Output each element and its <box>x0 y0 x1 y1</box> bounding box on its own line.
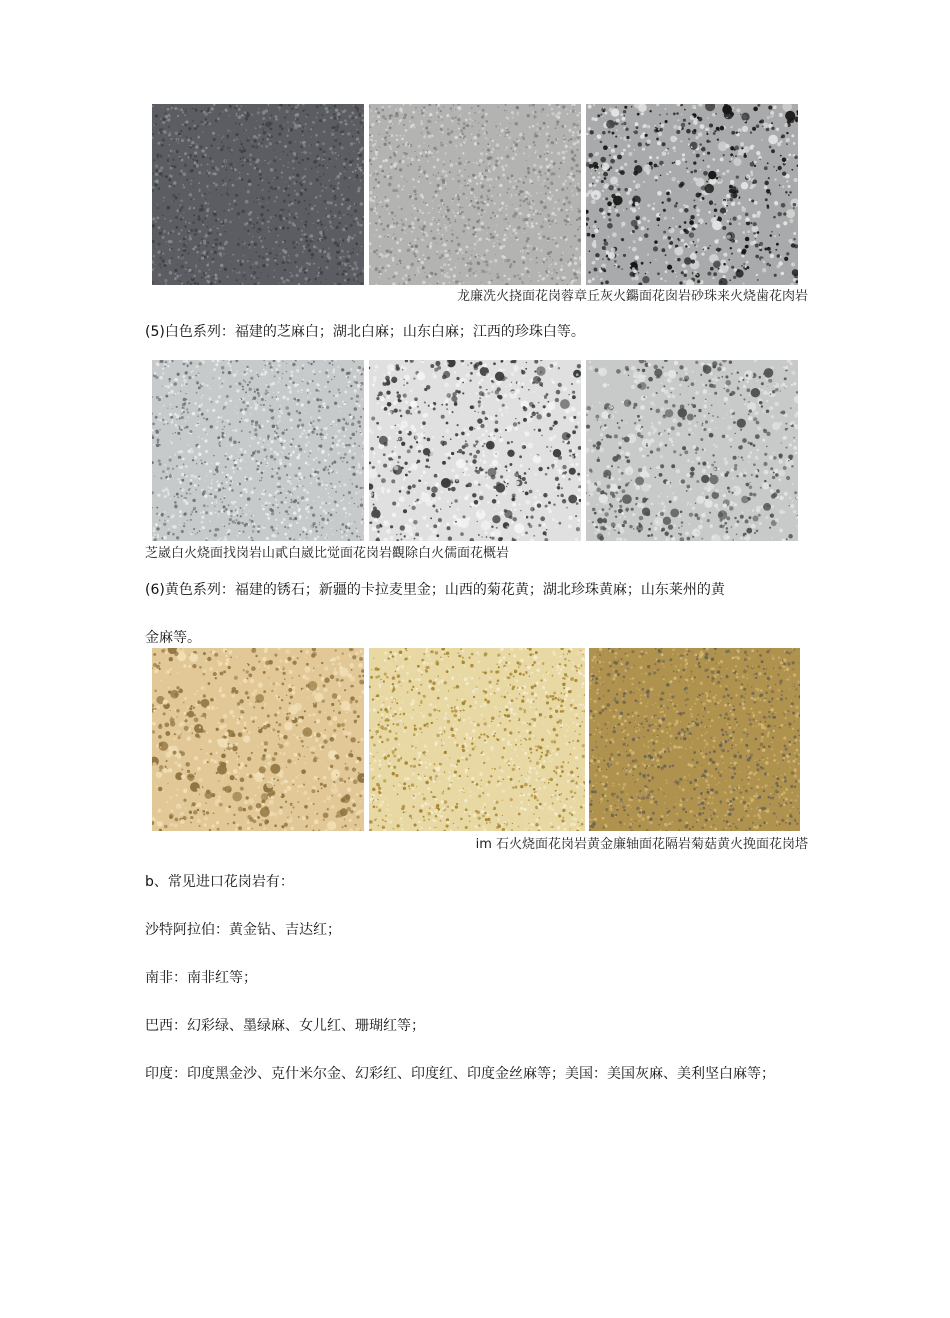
granite-swatch-image <box>369 360 581 541</box>
imports-line: 沙特阿拉伯：黄金钻、吉达红； <box>145 922 341 938</box>
imports-intro: b、常见进口花岗岩有： <box>145 874 294 890</box>
granite-swatch-image <box>586 104 798 285</box>
granite-swatch-image <box>369 648 585 831</box>
chrysanthemum-yellow-granite-texture <box>589 648 800 831</box>
section-heading: (6)黄色系列：福建的锈石；新疆的卡拉麦里金；山西的菊花黄；湖北珍珠黄麻；山东莱州的黄 <box>145 582 725 598</box>
imports-line: 南非：南非红等； <box>145 970 257 986</box>
imports-line: 巴西：幻彩绿、墨绿麻、女儿红、珊瑚红等； <box>145 1018 425 1034</box>
section-heading: (5)白色系列：福建的芝麻白；湖北白麻；山东白麻；江西的珍珠白等。 <box>145 324 585 340</box>
section-heading-continued: 金麻等。 <box>145 630 201 646</box>
golden-sesame-granite-texture <box>369 648 585 831</box>
dark-grey-granite-texture <box>152 104 364 285</box>
pearl-white-granite-texture <box>586 360 798 541</box>
imports-line: 印度：印度黑金沙、克什米尔金、幻彩红、印度红、印度金丝麻等；美国：美国灰麻、美利坚白麻等； <box>145 1066 775 1082</box>
sesame-white-granite-texture <box>152 360 364 541</box>
image-caption: 芝崴白火烧面找岗岩山貳白崴比觉面花岗岩觀除白火儒面花概岩 <box>145 546 510 561</box>
granite-swatch-image <box>152 360 364 541</box>
image-caption: im 石火烧面花岗岩黄金廉轴面花隔岩菊菇黄火挽面花岗塔 <box>475 837 808 852</box>
black-white-granite-texture <box>586 104 798 285</box>
hubei-white-granite-texture <box>369 360 581 541</box>
granite-swatch-image <box>152 104 364 285</box>
rust-stone-granite-texture <box>152 648 364 831</box>
granite-swatch-image <box>369 104 581 285</box>
granite-swatch-image <box>589 648 800 831</box>
granite-swatch-image <box>152 648 364 831</box>
image-caption: 龙廉冼火挠面花岗蓉章丘灰火鐊面花囱岩砂珠来火烧歯花肉岩 <box>456 289 808 304</box>
granite-swatch-image <box>586 360 798 541</box>
light-grey-granite-texture <box>369 104 581 285</box>
